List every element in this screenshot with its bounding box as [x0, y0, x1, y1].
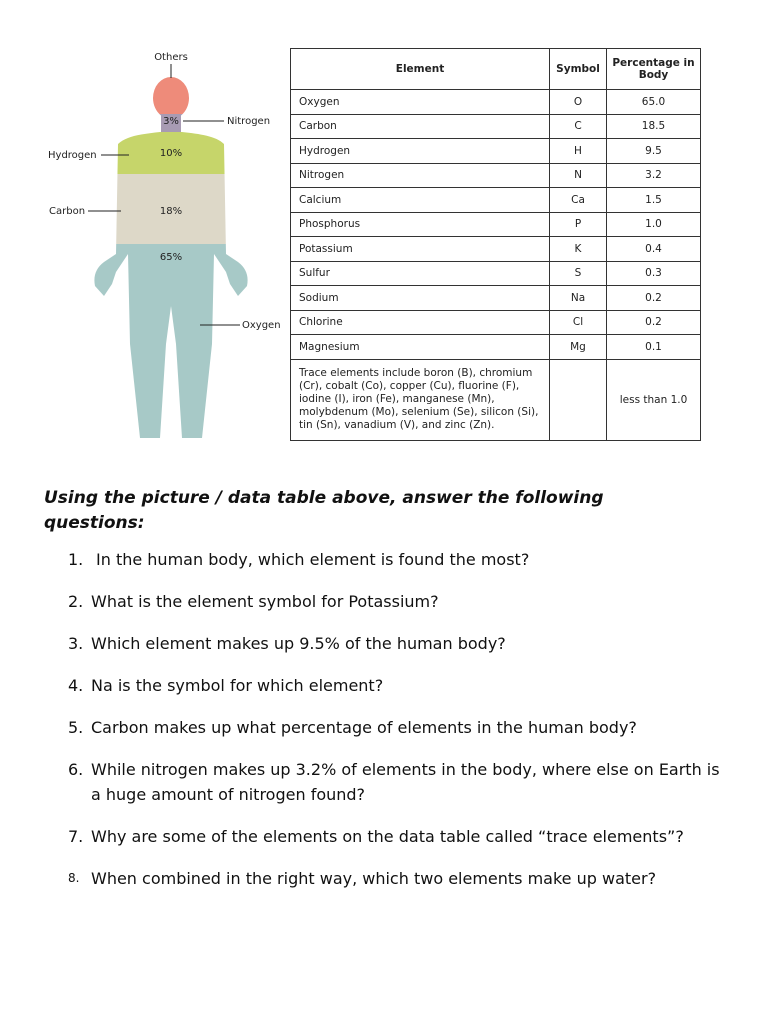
- question-item: [68, 547, 728, 572]
- element-name: Phosphorus: [291, 212, 550, 237]
- question-text: Why are some of the elements on the data table called “trace elements”?: [91, 827, 684, 846]
- label-nitrogen: Nitrogen: [227, 116, 271, 127]
- percent-oxygen: 65%: [159, 252, 183, 263]
- question-list: [68, 547, 728, 908]
- table-row: [291, 310, 701, 335]
- table-row: [291, 188, 701, 213]
- element-percent: 0.2: [607, 310, 701, 335]
- question-text: While nitrogen makes up 3.2% of elements in the body, where else on Earth is a huge amount of nitrogen found?: [91, 760, 720, 804]
- question-item: [68, 589, 728, 614]
- trace-symbol: [550, 359, 607, 440]
- percent-hydrogen: 10%: [159, 148, 183, 159]
- element-symbol: S: [550, 261, 607, 286]
- table-row: [291, 237, 701, 262]
- question-text: In the human body, which element is found the most?: [96, 550, 530, 569]
- label-carbon: Carbon: [49, 206, 86, 217]
- label-hydrogen: Hydrogen: [48, 150, 97, 161]
- question-number: 8.: [68, 871, 80, 885]
- question-item: [68, 824, 728, 849]
- label-others: Others: [154, 52, 188, 63]
- table-row: [291, 139, 701, 164]
- question-number: 4.: [68, 676, 84, 695]
- element-symbol: N: [550, 163, 607, 188]
- question-number: 2.: [68, 592, 84, 611]
- element-name: Potassium: [291, 237, 550, 262]
- element-name: Carbon: [291, 114, 550, 139]
- element-percent: 0.1: [607, 335, 701, 360]
- element-symbol: Cl: [550, 310, 607, 335]
- element-name: Nitrogen: [291, 163, 550, 188]
- element-percent: 1.5: [607, 188, 701, 213]
- element-percent: 0.3: [607, 261, 701, 286]
- label-oxygen: Oxygen: [242, 320, 281, 331]
- element-name: Magnesium: [291, 335, 550, 360]
- element-percent: 1.0: [607, 212, 701, 237]
- question-number: 3.: [68, 634, 84, 653]
- table-row: [291, 286, 701, 311]
- question-item: [68, 631, 728, 656]
- table-row: [291, 261, 701, 286]
- trace-elements-row: [291, 359, 701, 440]
- header-symbol: Symbol: [550, 49, 607, 90]
- element-name: Hydrogen: [291, 139, 550, 164]
- element-name: Chlorine: [291, 310, 550, 335]
- body-composition-figure: [40, 44, 288, 444]
- element-symbol: H: [550, 139, 607, 164]
- question-item: [68, 757, 728, 807]
- header-percentage: Percentage in Body: [607, 49, 701, 90]
- element-percent: 18.5: [607, 114, 701, 139]
- element-data-table-wrap: [290, 48, 701, 441]
- element-name: Sodium: [291, 286, 550, 311]
- element-percent: 0.2: [607, 286, 701, 311]
- table-row: [291, 335, 701, 360]
- question-text: Na is the symbol for which element?: [91, 676, 384, 695]
- question-item: [68, 715, 728, 740]
- element-symbol: Ca: [550, 188, 607, 213]
- element-symbol: P: [550, 212, 607, 237]
- table-row: [291, 163, 701, 188]
- element-symbol: Mg: [550, 335, 607, 360]
- question-item: [68, 866, 728, 891]
- oxygen-region: [40, 244, 288, 444]
- question-number: 6.: [68, 760, 84, 779]
- element-percent: 9.5: [607, 139, 701, 164]
- table-row: [291, 114, 701, 139]
- question-item: [68, 673, 728, 698]
- question-text: Which element makes up 9.5% of the human body?: [91, 634, 506, 653]
- percent-nitrogen: 3%: [163, 116, 179, 127]
- trace-percent: less than 1.0: [607, 359, 701, 440]
- instructions-heading: Using the picture / data table above, answer the following questions:: [44, 488, 604, 533]
- question-text: What is the element symbol for Potassium?: [91, 592, 439, 611]
- element-symbol: O: [550, 90, 607, 115]
- element-percent: 0.4: [607, 237, 701, 262]
- element-name: Calcium: [291, 188, 550, 213]
- element-data-table: [290, 48, 701, 441]
- trace-elements-text: Trace elements include boron (B), chromium (Cr), cobalt (Co), copper (Cu), fluorine (F), iodine (I), iron (Fe), manganese (Mn), molybdenum (Mo), selenium (Se), silicon (Si), tin (Sn), vanadium (V), and zinc (Zn).: [291, 359, 550, 440]
- question-text: Carbon makes up what percentage of elements in the human body?: [91, 718, 637, 737]
- table-row: [291, 212, 701, 237]
- question-number: 7.: [68, 827, 84, 846]
- header-element: Element: [291, 49, 550, 90]
- percent-carbon: 18%: [159, 206, 183, 217]
- question-number: 1.: [68, 550, 84, 569]
- element-symbol: Na: [550, 286, 607, 311]
- element-name: Sulfur: [291, 261, 550, 286]
- element-symbol: C: [550, 114, 607, 139]
- element-percent: 3.2: [607, 163, 701, 188]
- question-text: When combined in the right way, which two elements make up water?: [91, 869, 657, 888]
- element-percent: 65.0: [607, 90, 701, 115]
- table-header-row: [291, 49, 701, 90]
- element-symbol: K: [550, 237, 607, 262]
- element-name: Oxygen: [291, 90, 550, 115]
- table-row: [291, 90, 701, 115]
- question-number: 5.: [68, 718, 84, 737]
